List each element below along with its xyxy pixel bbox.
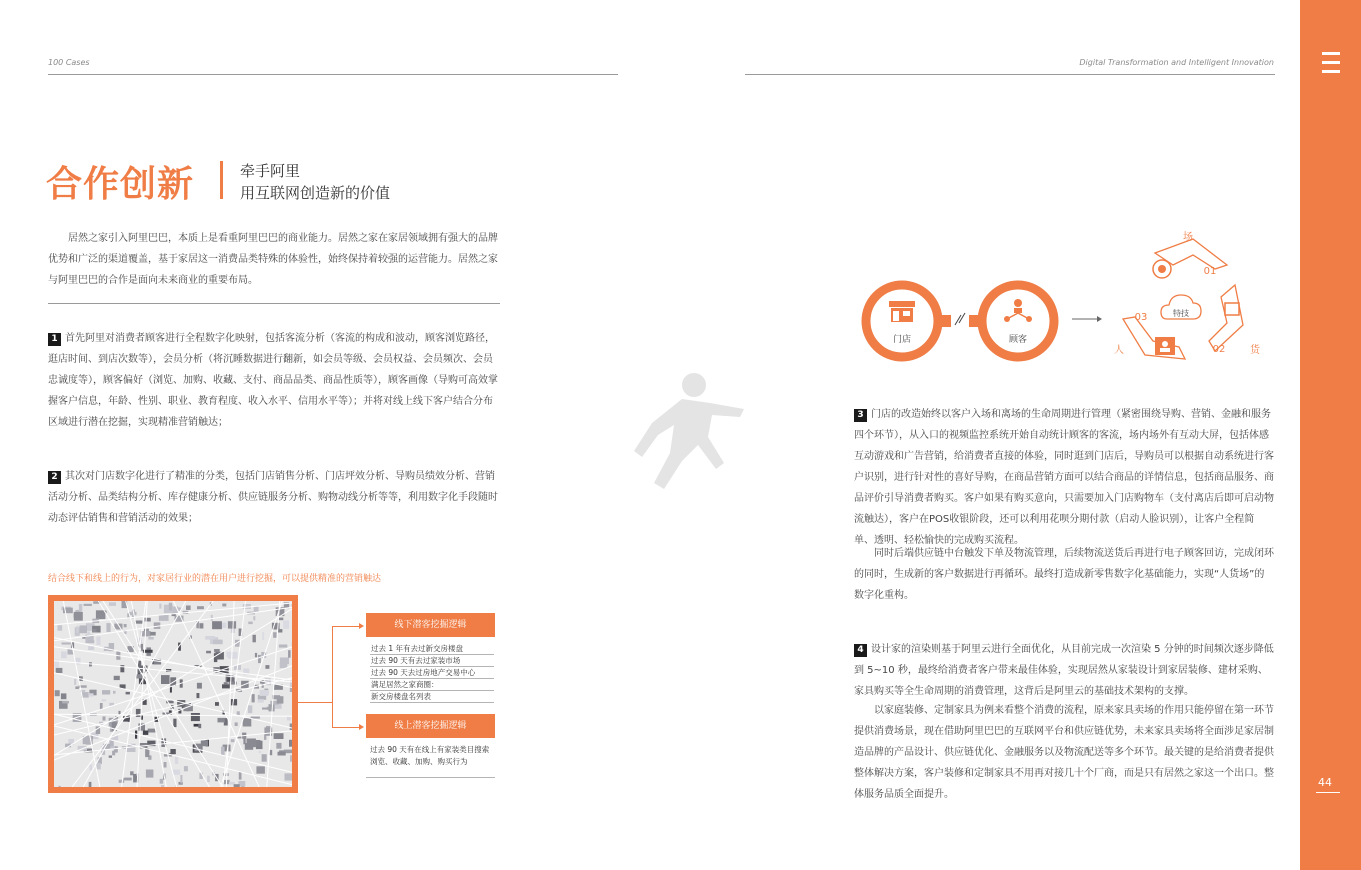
center-label: 特技: [1173, 309, 1189, 318]
offline-item: 过去 1 年有去过新交房楼盘: [370, 643, 494, 655]
label-ren: 人: [1114, 345, 1124, 356]
label-huo: 货: [1250, 345, 1260, 356]
customer-circle: [982, 285, 1054, 357]
offline-logic-list: [370, 643, 494, 703]
offline-logic-title: 线下潜客挖掘逻辑: [366, 613, 495, 637]
subtitle-line2: 用互联网创造新的价值: [240, 184, 391, 202]
online-logic-rule: [366, 777, 495, 778]
store-icon: [889, 301, 915, 322]
label-chang: 场: [1183, 232, 1193, 243]
header-rule-left: [48, 74, 618, 75]
header-left: 100 Cases: [48, 58, 90, 67]
store-label: 门店: [892, 335, 912, 345]
map-caption: 结合线下和线上的行为，对家居行业的潜在用户进行挖掘，可以提供精准的营销触达: [48, 574, 382, 584]
arrow-online: [359, 724, 364, 730]
point-4-continued: 以家庭装修、定制家具为例来看整个消费的流程，原来家具卖场的作用只能停留在第一环节提供消费场景，现在借助阿里巴巴的互联网平台和供应链优势，未来家具卖场将全面涉足家居制造品牌的产品设计、供应链优化、金融服务以及物流配送等多个环节。最关键的是给消费者提供整体解决方案，客户装修和定制家具不用再对接几十个厂商，而是只有居然之家这一个出口。整体服务品质全面提升。: [854, 705, 1274, 800]
title-divider: [220, 161, 223, 199]
header-rule-right: [745, 74, 1275, 75]
step-03-label: 03: [1134, 312, 1148, 323]
people-goods-scene-diagram: [855, 225, 1265, 375]
runner-silhouette-icon: [612, 365, 752, 505]
offline-item: 新交房楼盘名列表: [370, 691, 494, 703]
point-1-text: 首先阿里对消费者顾客进行全程数字化映射，包括客流分析（客流的构成和波动，顾客浏览路径，逛店时间、到店次数等），会员分析（将沉睡数据进行翻新，如会员等级、会员权益、会员频次、会员忠诚度等），顾客偏好（浏览、加购、收藏、支付、商品品类、商品性质等），顾客画像（导购可高效掌握客户信息，年龄、性别、职业、教育程度、收入水平、信用水平等）；并将对线上线下客户结合分布区域进行潜在挖掘，实现精准营销触达；: [48, 333, 498, 428]
point-1-number: 1: [48, 333, 61, 346]
point-4-number: 4: [854, 644, 867, 657]
header-right: Digital Transformation and Intelligent Innovation: [1079, 58, 1274, 67]
map-connector: [298, 702, 332, 703]
point-3: [854, 404, 1274, 551]
menu-icon[interactable]: [1322, 52, 1340, 79]
cycle-arrows: [1123, 239, 1243, 359]
page-title: 合作创新: [46, 164, 195, 205]
people-network-icon: [1004, 299, 1032, 322]
point-4: [854, 639, 1274, 702]
intro-rule: [48, 303, 500, 304]
online-logic-title: 线上潜客挖掘逻辑: [366, 714, 495, 738]
point-3-text: 门店的改造始终以客户入场和离场的生命周期进行管理（紧密围绕导购、营销、金融和服务四个环节），从入口的视频监控系统开始自动统计顾客的客流，场内场外有互动大屏，包括体感互动游戏和广告营销，给消费者直接的体验，同时逛到门店后，导购员可以根据自动系统进行客户识别，进行针对性的喜好导购，在商品营销方面可以结合商品的详情信息，包括商品服务、商品评价引导消费者购买。客户如果有购买意向，只需要加入门店购物车（支付离店后即可启动物流触达），客户在POS收银阶段，还可以利用花呗分期付款（启动人脸识别），让客户全程简单、透明、轻松愉快的完成购买流程。: [854, 409, 1274, 546]
page-number: 44: [1318, 776, 1332, 789]
city-map-image: [54, 601, 292, 787]
step-02-label: 02: [1212, 344, 1226, 355]
wallet-icon: [1225, 303, 1239, 315]
point-2-number: 2: [48, 471, 61, 484]
offline-item: 满足居然之家商圈：: [370, 679, 494, 691]
customer-label: 顾客: [1008, 335, 1028, 345]
right-sidebar: [1300, 0, 1361, 870]
city-map: [48, 595, 298, 793]
step-01-label: 01: [1203, 266, 1217, 277]
bracket-vertical: [332, 626, 333, 728]
offline-item: 过去 90 天有去过家装市场: [370, 655, 494, 667]
subtitle-line1: 牵手阿里: [240, 162, 301, 180]
offline-item: 过去 90 天去过房地产交易中心: [370, 667, 494, 679]
point-1: [48, 328, 500, 433]
bracket-top: [332, 626, 360, 627]
point-2-text: 其次对门店数字化进行了精准的分类，包括门店销售分析、门店坪效分析、导购员绩效分析、营销活动分析、品类结构分析、库存健康分析、供应链服务分析、购物动线分析等等，利用数字化手段随时动态评估销售和营销活动的效果；: [48, 471, 498, 524]
bracket-bottom: [332, 727, 360, 728]
point-3-continued: 同时后端供应链中台触发下单及物流管理，后续物流送货后再进行电子顾客回访，完成闭环的同时，生成新的客户数据进行再循环。最终打造成新零售数字化基础能力，实现“人货场”的数字化重构。: [854, 548, 1274, 601]
intro-paragraph: 居然之家引入阿里巴巴，本质上是看重阿里巴巴的商业能力。居然之家在家居领域拥有强大的品牌优势和广泛的渠道覆盖，基于家居这一消费品类特殊的体验性，始终保持着较强的运营能力。居然之家与阿里巴巴的合作是面向未来商业的重要布局。: [48, 233, 498, 286]
page-number-rule: [1316, 792, 1340, 793]
point-3-number: 3: [854, 409, 867, 422]
point-4-text: 设计家的渲染则基于阿里云进行全面优化，从目前完成一次渲染 5 分钟的时间频次逐步降低到 5~10 秒，最终给消费者客户带来最佳体验，实现居然从家装设计到家居装修、建材采购、家具购买等全生命周期的消费管理，这背后是阿里云的基础技术架构的支撑。: [854, 644, 1274, 697]
point-2: [48, 466, 500, 529]
online-logic-text: 过去 90 天有在线上有家装类目搜索浏览、收藏、加购、购买行为: [370, 745, 490, 766]
arrow-offline: [359, 623, 364, 629]
